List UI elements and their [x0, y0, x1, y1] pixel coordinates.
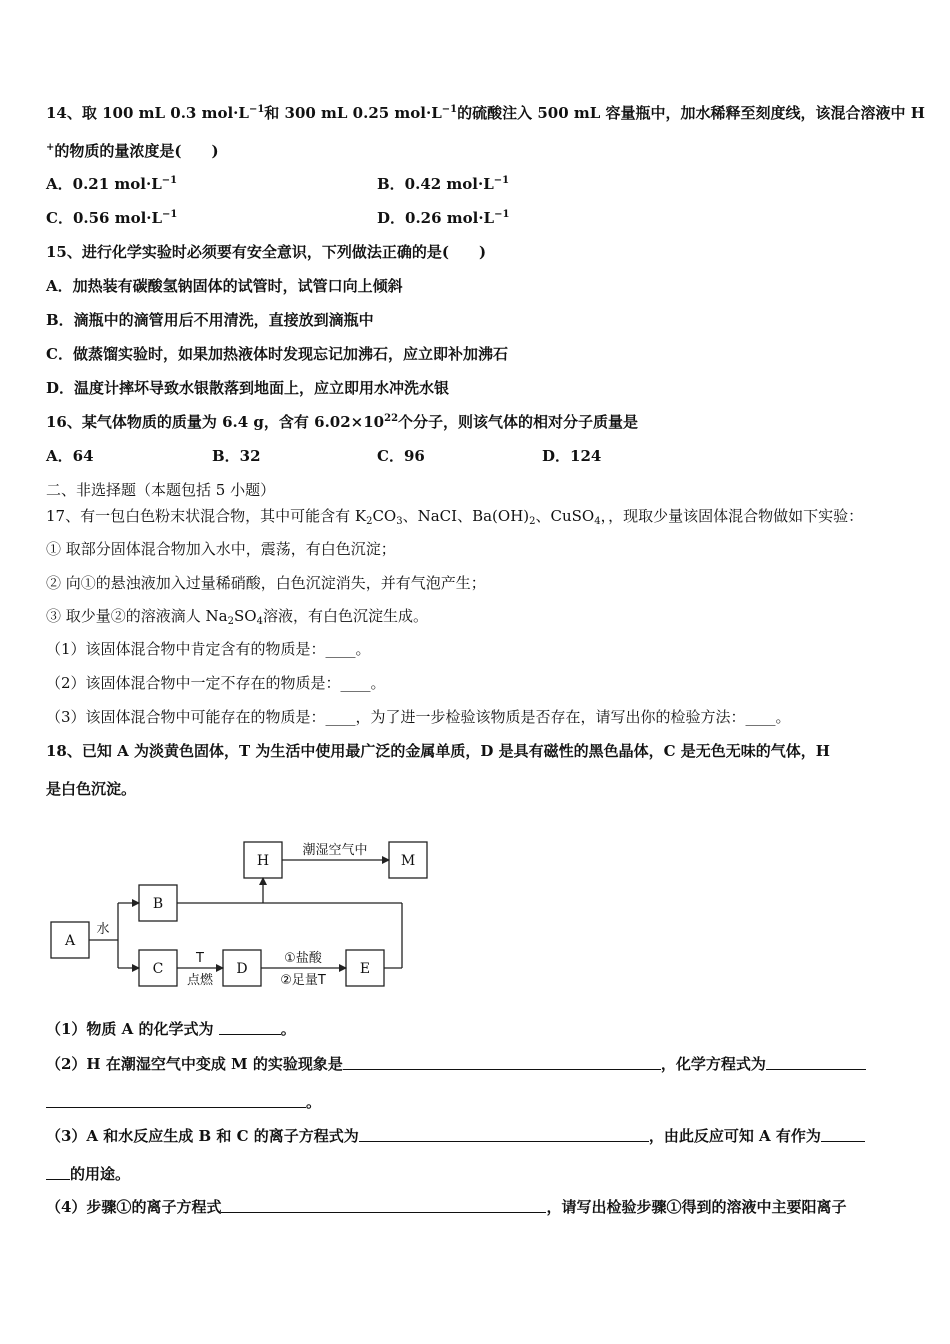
label-b: B	[152, 896, 164, 912]
q17-sub1: （1）该固体混合物中肯定含有的物质是：____。	[46, 640, 371, 658]
q17-step2: ② 向①的悬浊液加入过量稀硝酸，白色沉淀消失，并有气泡产生；	[46, 574, 486, 592]
label-c: C	[152, 961, 164, 977]
q16-option-a: A．64	[46, 447, 94, 465]
q17-stem: 17、有一包白色粉末状混合物，其中可能含有 $K_2CO_3$、NaCI、$Ba(OH)_2$、CuSO$_4$，，现取少量该固体混合物做如下实验：	[46, 507, 864, 527]
label-hcl: ①盐酸	[284, 951, 322, 966]
q17-step3: ③ 取少量②的溶液滴人 $Na_2SO_4$溶液，有白色沉淀生成。	[46, 607, 428, 627]
q17-sub3: （3）该固体混合物中可能存在的物质是：____，为了进一步检验该物质是否存在，请写出你的检验方法：____。	[46, 708, 791, 726]
section-heading: 二、非选择题（本题包括 5 小题）	[46, 481, 276, 499]
label-ignite: 点燃	[186, 973, 214, 988]
label-h: H	[256, 853, 270, 869]
label-humid-air: 潮湿空气中	[302, 843, 368, 858]
label-a: A	[64, 933, 76, 949]
q14-option-d: D．0.26 $mol\cdot L^{-1}$	[377, 209, 510, 227]
label-m: M	[400, 853, 416, 869]
q15-option-a: A．加热装有碳酸氢钠固体的试管时，试管口向上倾斜	[46, 277, 403, 295]
q14-stem-line2: +的物质的量浓度是( )	[46, 142, 219, 160]
q18-sub1: （1）物质 A 的化学式为 。	[46, 1020, 296, 1038]
q15-option-b: B．滴瓶中的滴管用后不用清洗，直接放到滴瓶中	[46, 311, 374, 329]
q18-sub3-line2: 的用途。	[46, 1164, 130, 1184]
q18-stem-line2: 是白色沉淀。	[46, 780, 137, 798]
answer-blank[interactable]	[343, 1055, 661, 1070]
q17-step1: ① 取部分固体混合物加入水中，震荡，有白色沉淀；	[46, 540, 396, 558]
q16-option-c: C．96	[377, 447, 425, 465]
q18-sub3-line1: （3）A 和水反应生成 B 和 C 的离子方程式为 ，由此反应可知 A 有作为	[46, 1126, 865, 1146]
answer-blank[interactable]	[219, 1020, 281, 1035]
answer-blank[interactable]	[46, 1093, 306, 1108]
answer-blank[interactable]	[46, 1165, 70, 1180]
label-excess-t: ②足量T	[280, 973, 326, 988]
q17-sub2: （2）该固体混合物中一定不存在的物质是：____。	[46, 674, 386, 692]
q18-sub4: （4）步骤①的离子方程式 ，请写出检验步骤①得到的溶液中主要阳离子	[46, 1198, 847, 1216]
answer-blank[interactable]	[766, 1055, 866, 1070]
reaction-flow-diagram	[46, 830, 446, 1000]
q14-option-a: A．0.21 $mol\cdot L^{-1}$	[46, 175, 178, 193]
q15-option-d: D．温度计摔坏导致水银散落到地面上，应立即用水冲洗水银	[46, 379, 450, 397]
q18-sub2-line1: （2）H 在潮湿空气中变成 M 的实验现象是 ，化学方程式为	[46, 1054, 866, 1074]
q14-option-c: C．0.56 $mol\cdot L^{-1}$	[46, 209, 178, 227]
q18-stem-line1: 18、已知 A 为淡黄色固体，T 为生活中使用最广泛的金属单质，D 是具有磁性的黑色晶体，C 是无色无味的气体，H	[46, 742, 830, 760]
label-d: D	[236, 961, 248, 977]
label-t: T	[196, 951, 204, 966]
label-e: E	[359, 961, 371, 977]
q18-sub2-line2: 。	[46, 1092, 321, 1112]
label-water: 水	[96, 922, 110, 937]
q15-option-c: C．做蒸馏实验时，如果加热液体时发现忘记加沸石，应立即补加沸石	[46, 345, 508, 363]
q15-stem: 15、进行化学实验时必须要有安全意识，下列做法正确的是( )	[46, 243, 487, 261]
answer-blank[interactable]	[821, 1127, 865, 1142]
answer-blank[interactable]	[359, 1127, 649, 1142]
q16-option-d: D．124	[542, 447, 602, 465]
q16-stem: 16、某气体物质的质量为 6.4 g，含有 $6.02\times 10^{22}$个分子，则该气体的相对分子质量是	[46, 413, 639, 431]
q14-stem-line1: 14、取 100 mL 0.3 $mol\cdot L^{-1}$和 300 mL 0.25 $mol\cdot L^{-1}$的硫酸注入 500 mL 容量瓶中，加水稀释至刻度线，该混合溶液中 H	[46, 104, 925, 122]
q14-option-b: B．0.42 $mol\cdot L^{-1}$	[377, 175, 510, 193]
answer-blank[interactable]	[221, 1198, 546, 1213]
q16-option-b: B．32	[212, 447, 261, 465]
